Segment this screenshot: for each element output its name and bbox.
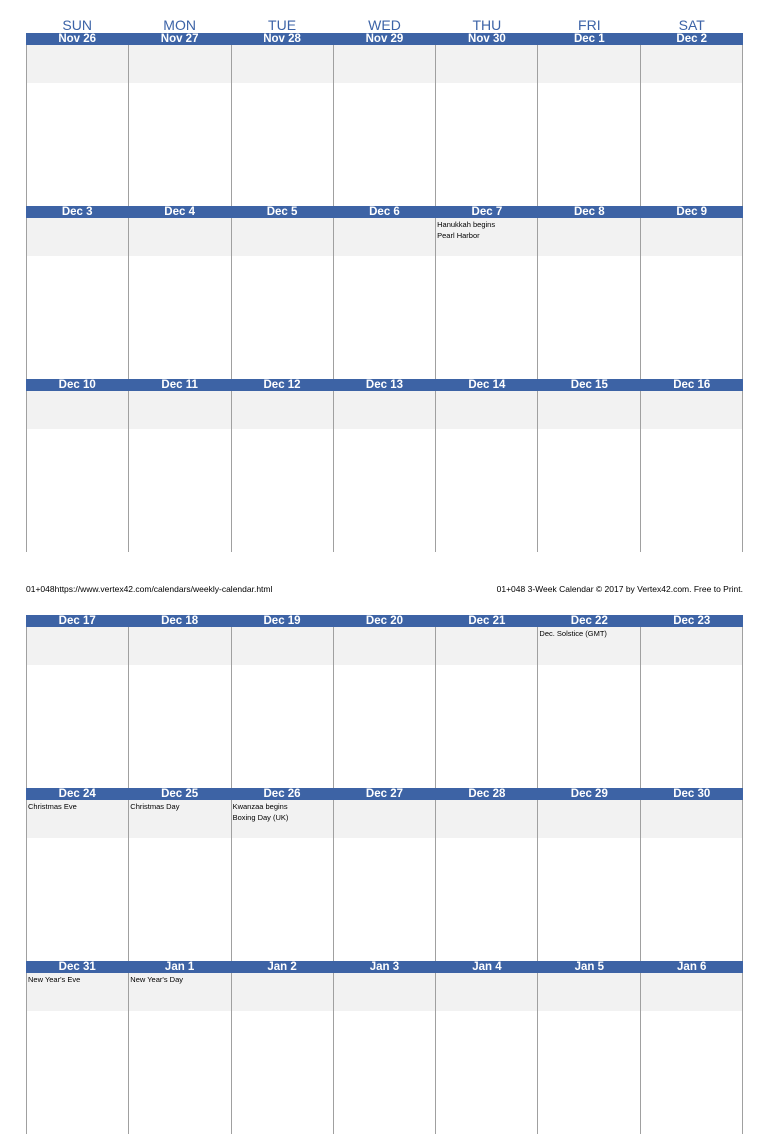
day-notes-area[interactable] — [641, 83, 742, 206]
day-cell[interactable] — [537, 800, 639, 961]
day-cell[interactable] — [640, 391, 743, 552]
day-cell[interactable] — [333, 45, 435, 206]
day-events-area — [436, 627, 537, 665]
day-events-area — [436, 973, 537, 1011]
day-notes-area[interactable] — [334, 256, 435, 379]
day-cell[interactable] — [435, 218, 537, 379]
date-label: Dec 21 — [468, 615, 506, 627]
date-label: Dec 18 — [161, 615, 199, 627]
day-cell[interactable] — [128, 45, 230, 206]
day-cell[interactable] — [333, 218, 435, 379]
day-events-area — [232, 973, 333, 1011]
day-notes-area[interactable] — [27, 665, 128, 788]
day-events-area — [334, 800, 435, 838]
day-cell[interactable] — [128, 391, 230, 552]
day-cell[interactable] — [128, 627, 230, 788]
calendar-week — [26, 379, 743, 552]
day-events-area — [334, 45, 435, 83]
day-events-area — [232, 800, 333, 838]
day-notes-area[interactable] — [129, 429, 230, 552]
date-label: Dec 4 — [164, 206, 195, 218]
day-notes-area[interactable] — [232, 1011, 333, 1134]
day-events-area — [27, 800, 128, 838]
day-notes-area[interactable] — [641, 1011, 742, 1134]
date-label: Nov 27 — [160, 33, 199, 45]
day-cell[interactable] — [231, 973, 333, 1134]
event-text: Dec. Solstice (GMT) — [539, 629, 607, 638]
day-cell[interactable] — [333, 800, 435, 961]
footer-url: 01+048https://www.vertex42.com/calendars/weekly-calendar.html — [26, 584, 273, 594]
date-label: Dec 1 — [573, 33, 605, 45]
day-notes-area[interactable] — [27, 256, 128, 379]
date-label: Dec 17 — [58, 615, 96, 627]
day-cell[interactable] — [537, 218, 639, 379]
day-events-area — [436, 391, 537, 429]
week-date-header — [26, 379, 743, 391]
date-label: Dec 27 — [365, 788, 404, 800]
day-events-area — [27, 627, 128, 665]
day-notes-area[interactable] — [436, 838, 537, 961]
footer-copyright: 01+048 3-Week Calendar © 2017 by Vertex42.com. Free to Print. — [496, 584, 743, 594]
day-events-area — [641, 45, 742, 83]
day-notes-area[interactable] — [538, 256, 639, 379]
date-label: Dec 29 — [570, 788, 608, 800]
day-cell[interactable] — [231, 800, 333, 961]
day-notes-area[interactable] — [232, 838, 333, 961]
day-cell[interactable] — [333, 627, 435, 788]
date-label: Dec 31 — [58, 961, 96, 973]
day-events-area — [538, 973, 639, 1011]
event-text: Christmas Day — [130, 802, 180, 811]
day-events-area — [538, 627, 639, 665]
date-label: Nov 29 — [365, 33, 404, 45]
day-events-area — [129, 973, 230, 1011]
day-cell[interactable] — [333, 973, 435, 1134]
date-label: Dec 14 — [468, 379, 506, 391]
day-notes-area[interactable] — [641, 429, 742, 552]
day-cell[interactable] — [128, 800, 230, 961]
week-date-header — [26, 206, 743, 218]
day-notes-area[interactable] — [129, 838, 230, 961]
date-label: Jan 1 — [164, 961, 195, 973]
dow-tue: TUE — [268, 17, 297, 33]
date-label: Dec 30 — [673, 788, 711, 800]
calendar-week — [26, 33, 743, 206]
day-events-area — [27, 391, 128, 429]
day-cell[interactable] — [435, 45, 537, 206]
day-notes-area[interactable] — [641, 256, 742, 379]
day-notes-area[interactable] — [538, 1011, 639, 1134]
day-notes-area[interactable] — [27, 429, 128, 552]
day-events-area — [436, 218, 537, 256]
day-cell[interactable] — [640, 800, 743, 961]
day-events-area — [641, 800, 742, 838]
day-notes-area[interactable] — [538, 665, 639, 788]
date-label: Dec 16 — [673, 379, 711, 391]
day-events-area — [27, 973, 128, 1011]
date-label: Nov 30 — [468, 33, 506, 45]
day-cell[interactable] — [537, 627, 639, 788]
event-text: Pearl Harbor — [437, 231, 480, 240]
date-label: Dec 15 — [570, 379, 608, 391]
calendar-week — [26, 615, 743, 788]
day-events-area — [27, 218, 128, 256]
day-notes-area[interactable] — [334, 83, 435, 206]
date-label: Jan 4 — [472, 961, 502, 973]
day-notes-area[interactable] — [129, 665, 230, 788]
day-events-area — [129, 627, 230, 665]
week-date-header — [26, 615, 743, 627]
date-label: Dec 7 — [471, 206, 503, 218]
day-notes-area[interactable] — [436, 429, 537, 552]
day-cell[interactable] — [231, 627, 333, 788]
day-notes-area[interactable] — [641, 838, 742, 961]
day-events-area — [436, 800, 537, 838]
day-cell[interactable] — [26, 45, 128, 206]
day-notes-area[interactable] — [538, 83, 639, 206]
day-events-area — [334, 391, 435, 429]
day-cell[interactable] — [26, 391, 128, 552]
day-cell[interactable] — [26, 218, 128, 379]
dow-sat: SAT — [678, 17, 705, 33]
day-events-area — [641, 218, 742, 256]
dow-thu: THU — [472, 17, 502, 33]
calendar-page-2 — [26, 615, 743, 1024]
day-cell[interactable] — [435, 391, 537, 552]
day-notes-area[interactable] — [334, 838, 435, 961]
day-notes-area[interactable] — [334, 429, 435, 552]
day-cell[interactable] — [26, 800, 128, 961]
date-label: Dec 5 — [266, 206, 298, 218]
day-events-area — [129, 800, 230, 838]
day-events-area — [129, 391, 230, 429]
date-label: Dec 20 — [365, 615, 404, 627]
day-notes-area[interactable] — [334, 1011, 435, 1134]
date-label: Dec 28 — [468, 788, 506, 800]
event-text: New Year's Eve — [28, 975, 81, 984]
event-text: Christmas Eve — [28, 802, 77, 811]
date-label: Jan 3 — [369, 961, 400, 973]
date-label: Dec 24 — [58, 788, 96, 800]
day-events-area — [436, 45, 537, 83]
event-text: New Year's Day — [130, 975, 183, 984]
week-date-header — [26, 788, 743, 800]
day-notes-area[interactable] — [436, 256, 537, 379]
day-cell[interactable] — [231, 218, 333, 379]
dow-mon: MON — [163, 17, 196, 33]
day-events-area — [232, 218, 333, 256]
day-cell[interactable] — [640, 627, 743, 788]
day-cell[interactable] — [435, 800, 537, 961]
day-cell[interactable] — [435, 627, 537, 788]
day-notes-area[interactable] — [129, 1011, 230, 1134]
day-events-area — [129, 45, 230, 83]
day-notes-area[interactable] — [232, 429, 333, 552]
dow-sun: SUN — [62, 17, 92, 33]
day-of-week-header — [26, 17, 743, 33]
day-notes-area[interactable] — [436, 83, 537, 206]
day-events-area — [538, 800, 639, 838]
date-label: Dec 2 — [676, 33, 708, 45]
date-label: Dec 23 — [673, 615, 711, 627]
day-notes-area[interactable] — [641, 665, 742, 788]
day-cell[interactable] — [128, 218, 230, 379]
day-notes-area[interactable] — [27, 83, 128, 206]
day-cell[interactable] — [640, 45, 743, 206]
calendar-week — [26, 206, 743, 379]
day-notes-area[interactable] — [232, 256, 333, 379]
day-cell[interactable] — [640, 218, 743, 379]
day-cell[interactable] — [537, 391, 639, 552]
day-notes-area[interactable] — [27, 1011, 128, 1134]
day-notes-area[interactable] — [129, 83, 230, 206]
day-cell[interactable] — [537, 973, 639, 1134]
date-label: Dec 12 — [263, 379, 301, 391]
date-label: Dec 9 — [676, 206, 708, 218]
day-notes-area[interactable] — [436, 665, 537, 788]
date-label: Dec 13 — [365, 379, 404, 391]
day-notes-area[interactable] — [27, 838, 128, 961]
day-events-area — [334, 627, 435, 665]
date-label: Jan 6 — [677, 961, 707, 973]
date-label: Jan 2 — [267, 961, 297, 973]
day-cell[interactable] — [26, 627, 128, 788]
date-label: Dec 26 — [263, 788, 301, 800]
day-cell[interactable] — [128, 973, 230, 1134]
day-notes-area[interactable] — [129, 256, 230, 379]
day-notes-area[interactable] — [232, 83, 333, 206]
date-label: Dec 11 — [161, 379, 198, 391]
day-events-area — [27, 45, 128, 83]
day-events-area — [538, 45, 639, 83]
date-label: Nov 26 — [58, 33, 97, 45]
day-notes-area[interactable] — [436, 1011, 537, 1134]
page-footer — [26, 583, 743, 595]
day-events-area — [232, 45, 333, 83]
day-cell[interactable] — [435, 973, 537, 1134]
event-text: Boxing Day (UK) — [232, 813, 289, 822]
date-label: Dec 6 — [369, 206, 400, 218]
day-cell[interactable] — [537, 45, 639, 206]
date-label: Dec 25 — [161, 788, 199, 800]
day-events-area — [641, 391, 742, 429]
day-notes-area[interactable] — [538, 429, 639, 552]
day-cell[interactable] — [26, 973, 128, 1134]
day-events-area — [538, 391, 639, 429]
day-cell[interactable] — [640, 973, 743, 1134]
date-label: Dec 19 — [263, 615, 301, 627]
dow-wed: WED — [368, 17, 401, 33]
date-label: Dec 3 — [61, 206, 93, 218]
day-cell[interactable] — [333, 391, 435, 552]
dow-fri: FRI — [578, 17, 601, 33]
date-label: Dec 8 — [573, 206, 605, 218]
day-notes-area[interactable] — [232, 665, 333, 788]
day-events-area — [129, 218, 230, 256]
calendar-page-1 — [26, 33, 743, 552]
day-events-area — [538, 218, 639, 256]
day-notes-area[interactable] — [334, 665, 435, 788]
day-cell[interactable] — [231, 45, 333, 206]
event-text: Hanukkah begins — [437, 220, 496, 229]
day-events-area — [334, 973, 435, 1011]
calendar-week — [26, 788, 743, 961]
day-events-area — [334, 218, 435, 256]
date-label: Dec 10 — [58, 379, 96, 391]
day-notes-area[interactable] — [538, 838, 639, 961]
calendar-week — [26, 961, 743, 1134]
day-cell[interactable] — [231, 391, 333, 552]
date-label: Dec 22 — [570, 615, 608, 627]
day-events-area — [641, 973, 742, 1011]
week-date-header — [26, 33, 743, 45]
date-label: Nov 28 — [263, 33, 301, 45]
day-events-area — [232, 391, 333, 429]
event-text: Kwanzaa begins — [232, 802, 288, 811]
day-events-area — [232, 627, 333, 665]
date-label: Jan 5 — [574, 961, 605, 973]
day-events-area — [641, 627, 742, 665]
week-date-header — [26, 961, 743, 973]
